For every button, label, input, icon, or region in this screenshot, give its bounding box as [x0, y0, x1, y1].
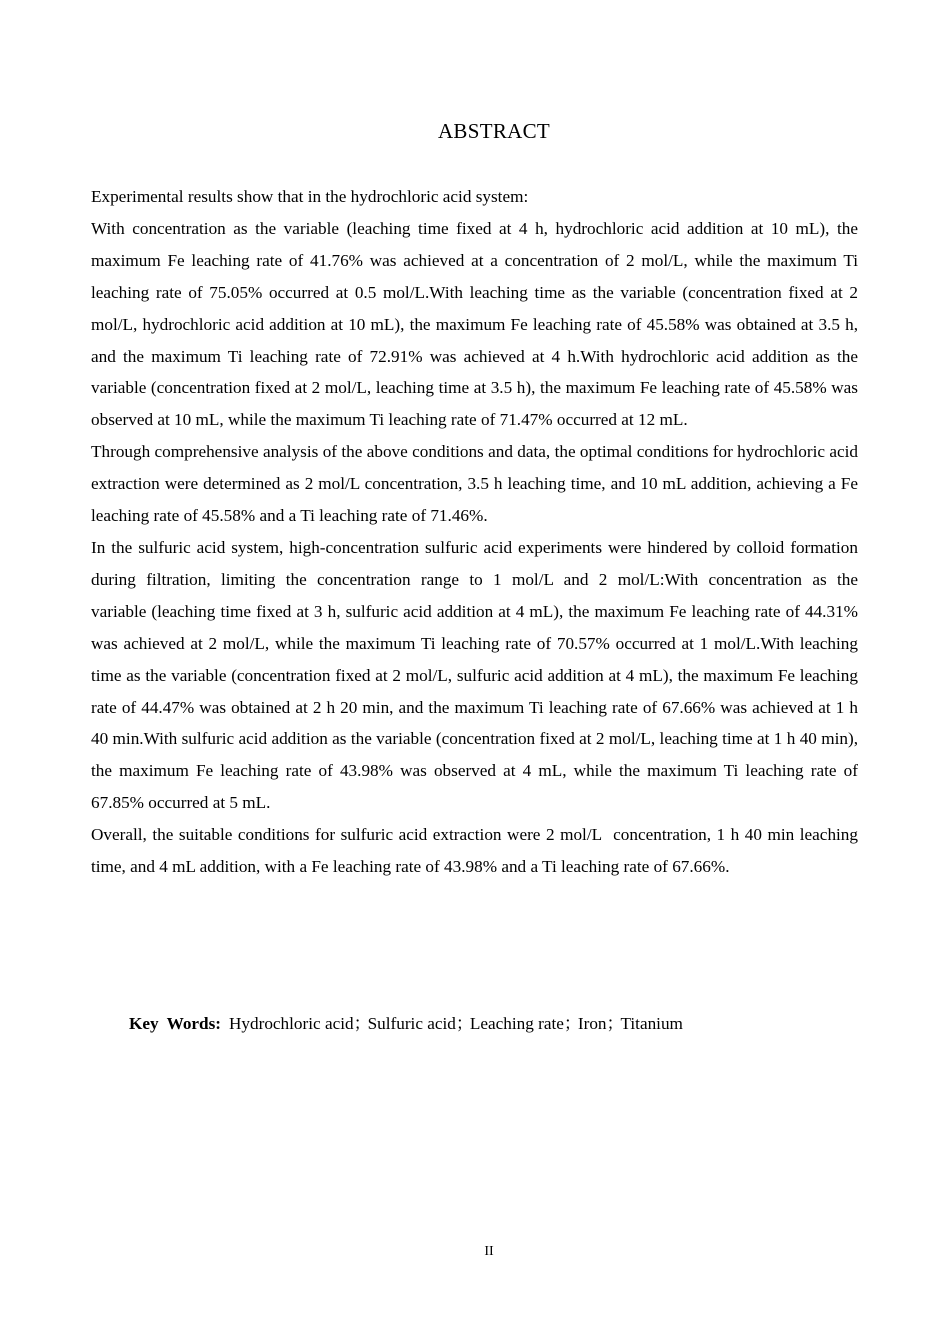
abstract-paragraph: Through comprehensive analysis of the above conditions and data, the optimal conditions for hydrochloric acid extraction were determined as 2 mol/L concentration, 3.5 h leaching time, and 10 mL addition, achieving a Fe leaching rate of 45.58% and a Ti leaching rate of 71.46%.	[91, 442, 858, 526]
abstract-paragraph: Experimental results show that in the hydrochloric acid system:	[91, 187, 529, 206]
keyword: Sulfuric acid	[367, 1014, 456, 1033]
abstract-paragraph: With concentration as the variable (leaching time fixed at 4 h, hydrochloric acid addition at 10 mL), the maximum Fe leaching rate of 41.76% was achieved at a concentration of 2 mol/L, while the maximum Ti leaching rate of 75.05% occurred at 0.5 mol/L.With leaching time as the variable (concentration fixed at 2 mol/L, hydrochloric acid addition at 10 mL), the maximum Fe leaching rate of 45.58% was obtained at 3.5 h, and the maximum Ti leaching rate of 72.91% was achieved at 4 h.With hydrochloric acid addition as the variable (concentration fixed at 2 mol/L, leaching time at 3.5 h), the maximum Fe leaching rate of 45.58% was observed at 10 mL, while the maximum Ti leaching rate of 71.47% occurred at 12 mL.	[91, 218, 858, 430]
keyword-separator: ；	[455, 1014, 474, 1033]
keywords-label: Key Words:	[129, 1014, 222, 1033]
abstract-paragraph: In the sulfuric acid system, high-concentration sulfuric acid experiments were hindered by colloid formation during filtration, limiting the concentration range to 1 mol/L and 2 mol/L:With concentration as the variable (leaching time fixed at 3 h, sulfuric acid addition at 4 mL), the maximum Fe leaching rate of 44.31% was achieved at 2 mol/L, while the maximum Ti leaching rate of 70.57% occurred at 1 mol/L.With leaching time as the variable (concentration fixed at 2 mol/L, sulfuric acid addition at 4 mL), the maximum Fe leaching rate of 44.47% was obtained at 2 h 20 min, and the maximum Ti leaching rate of 67.66% was achieved at 1 h 40 min.With sulfuric acid addition as the variable (concentration fixed at 2 mol/L, leaching time at 1 h 40 min), the maximum Fe leaching rate of 43.98% was observed at 4 mL, while the maximum Ti leaching rate of 67.85% occurred at 5 mL.	[91, 537, 858, 813]
abstract-body	[91, 181, 858, 883]
page-number: II	[484, 1244, 494, 1259]
abstract-title: ABSTRACT	[437, 119, 551, 143]
keyword: Hydrochloric acid	[229, 1014, 354, 1033]
keyword-separator: ；	[563, 1014, 582, 1033]
keyword: Titanium	[620, 1014, 683, 1033]
keyword: Leaching rate	[469, 1014, 564, 1033]
abstract-paragraph: Overall, the suitable conditions for sulfuric acid extraction were 2 mol/L concentration, 1 h 40 min leaching time, and 4 mL addition, with a Fe leaching rate of 43.98% and a Ti leaching rate of 67.66%.	[91, 825, 858, 877]
keywords-line	[129, 1008, 858, 1040]
keyword-separator: ；	[353, 1014, 371, 1033]
keyword-separator: ；	[606, 1014, 624, 1033]
keyword: Iron	[577, 1014, 607, 1033]
